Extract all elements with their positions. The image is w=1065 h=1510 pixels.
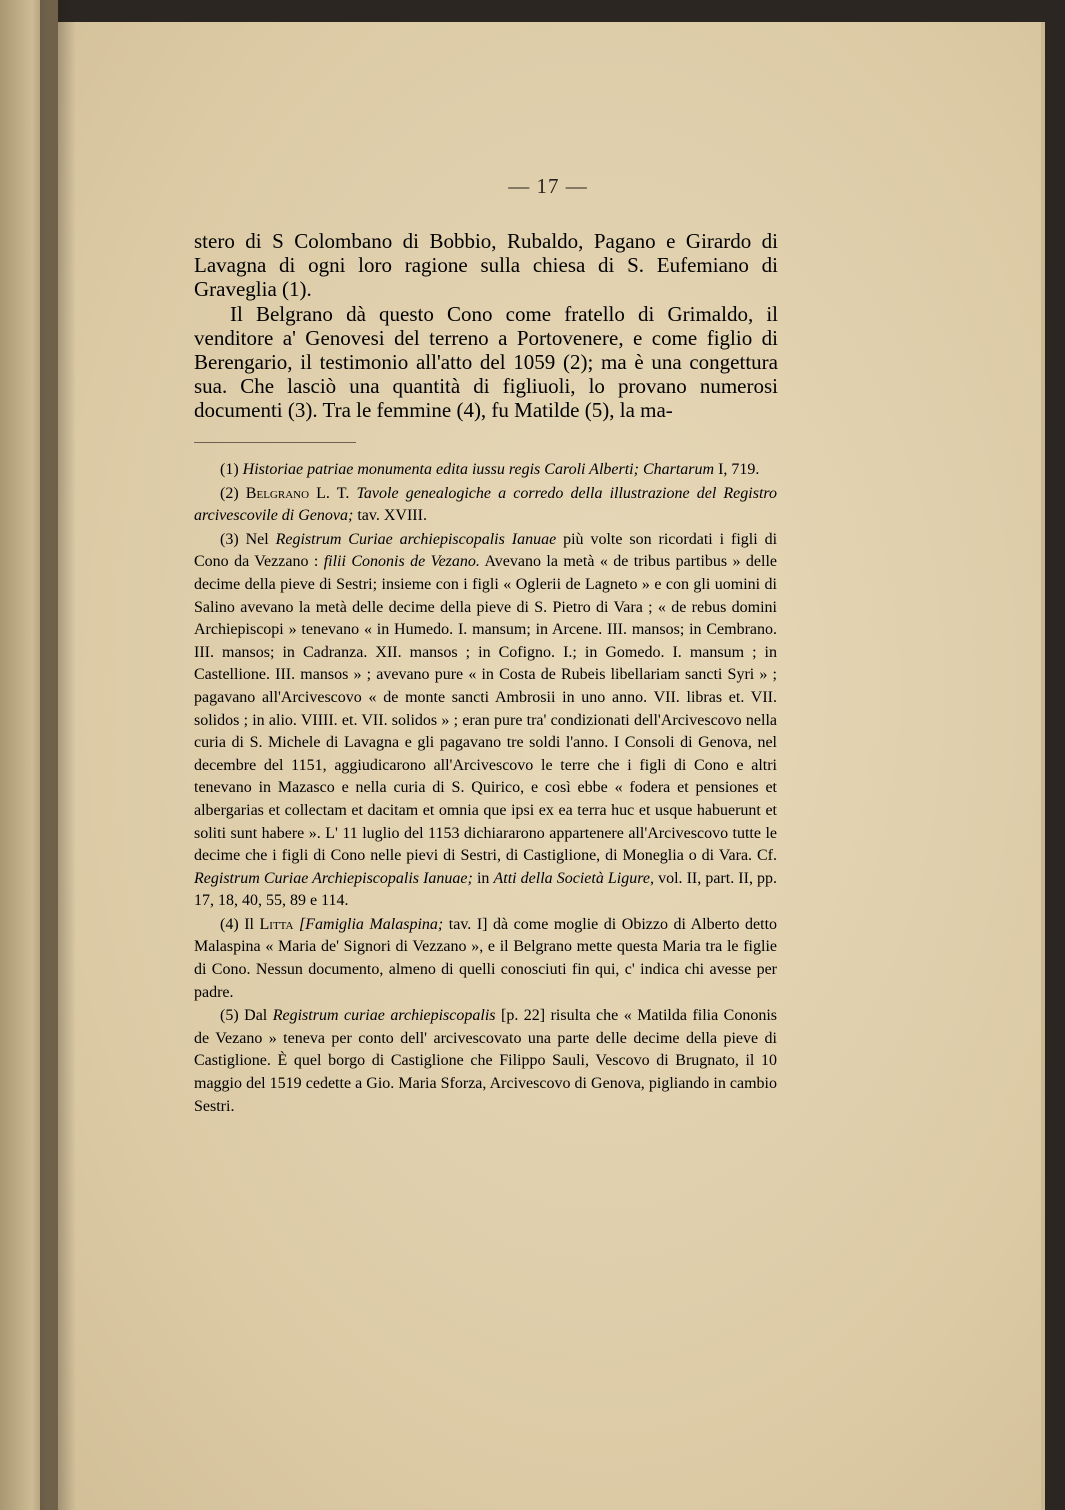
- footnotes: [194, 459, 777, 1119]
- footnote-5-text-a: Dal: [244, 1007, 268, 1025]
- footnote-1-number: (1): [220, 461, 239, 478]
- body-paragraph-1: stero di S Colombano di Bobbio, Rubaldo, Pagano e Girardo di Lavagna di ogni loro ragione sulla chiesa di S. Eufemiano di Graveglia (1).: [194, 229, 778, 302]
- footnote-5: [194, 1005, 777, 1118]
- footnote-3-atti: Atti della Società Ligure,: [493, 869, 654, 887]
- footnote-3-registrum: Registrum Curiae archiepiscopalis Ianuae: [275, 530, 557, 548]
- footnote-3-filii: filii Cononis de Vezano.: [323, 553, 480, 571]
- footnote-4: [194, 914, 777, 1004]
- footnote-3-text-i: vol. II, part. II, pp. 17, 18, 40, 55, 89 e 114.: [194, 869, 778, 910]
- footnote-4-author: Litta: [259, 915, 294, 933]
- footnote-4-number: (4): [220, 915, 239, 933]
- footnote-5-text-c: [p. 22] risulta che « Matilda filia Cononis de Vezano » teneva per conto dell' arcivescovato una parte delle decime della pieve di Castiglione. È quel borgo di Castiglione che Filippo Sauli, Vescovo di Brugnato, il 10 maggio del 1519 cedette a Gio. Maria Sforza, Arcivescovo di Genova, pigliando in cambio Sestri.: [194, 1007, 778, 1115]
- body-paragraph-2: Il Belgrano dà questo Cono come fratello di Grimaldo, il venditore a' Genovesi del terreno a Portovenere, e come figlio di Berengario, il testimonio all'atto del 1059 (2); ma è una congettura sua. Che lasciò una quantità di figliuoli, lo provano numerosi documenti (3). Tra le femmine (4), fu Matilde (5), la ma-: [194, 301, 778, 423]
- main-text: [194, 229, 778, 423]
- footnote-3-text-g: in: [476, 869, 490, 887]
- footnote-3-text-a: Nel: [245, 530, 269, 548]
- footnote-3: [194, 529, 777, 913]
- footnote-4-text-a: Il: [244, 915, 254, 933]
- footnote-4-text-c: tav. I] dà come moglie di Obizzo di Alberto detto Malaspina « Maria de' Signori di Vezzano », e il Belgrano mette questa Maria tra le figlie di Cono. Nessun documento, almeno di quelli conosciuti fin qui, c' indica chi avesse per padre.: [194, 915, 778, 1001]
- book-gutter-shadow: [40, 0, 76, 1510]
- footnote-1-rest: I, 719.: [718, 461, 760, 478]
- footnote-2-title: Tavole genealogiche a corredo della illustrazione del Registro arcivescovile di Genova;: [194, 484, 778, 525]
- footnote-5-title: Registrum curiae archiepiscopalis: [272, 1007, 496, 1025]
- page-fore-edge: [1041, 22, 1045, 1510]
- footnote-2-author: Belgrano L. T.: [245, 484, 350, 502]
- footnote-5-number: (5): [220, 1007, 239, 1025]
- footnote-1: [194, 459, 777, 482]
- footnote-1-title: Historiae patriae monumenta edita iussu regis Caroli Alberti; Chartarum: [242, 461, 715, 478]
- footnote-2: [194, 483, 777, 528]
- footnote-separator: [194, 442, 356, 443]
- footnote-2-rest: tav. XVIII.: [357, 507, 427, 525]
- footnote-4-title: [Famiglia Malaspina;: [299, 915, 444, 933]
- footnote-3-text-c: più volte son ricordati i figli di Cono da Vezzano :: [194, 530, 778, 571]
- footnote-3-text-e: Avevano la metà « de tribus partibus » delle decime della pieve di Sestri; insieme con i figli « Oglerii de Lagneto » e con gli uomini di Salino avevano la metà delle decime della pieve di S. Pietro di Vara ; « de rebus domini Archiepiscopi » tenevano « in Humedo. I. mansum; in Arcene. III. mansos; in Cembrano. III. mansos; in Cadranza. XII. mansos ; in Cofigno. I.; in Gomedo. I. mansum ; in Castellione. III. mansos » ; avevano pure « in Costa de Rubeis libellariam sancti Syri » ; pagavano all'Arcivescovo « de monte sancti Ambrosii in uno anno. VII. libras et. VII. solidos ; in alio. VIIII. et. VII. solidos » ; eran pure tra' condizionati dell'Arcivescovo nella curia di S. Michele di Lavagna e gli pagavano tre soldi l'anno. I Consoli di Genova, nel decembre del 1151, aggiudicarono all'Arcivescovo le terre che i figli di Cono e altri tenevano in Mazasco e nella curia di S. Quirico, e così ebbe « fodera et pensiones et albergarias et collectam et dacitam et omnia que ipsi ex ea terra huc et usque habuerunt et soliti sunt habere ». L' 11 luglio del 1153 dichiararono appartenere all'Arcivescovo tutte le decime che i figli di Cono nelle pievi di Sestri, di Castiglione, di Moneglia o di Vara. Cf.: [194, 553, 778, 865]
- page-number: — 17 —: [508, 174, 588, 198]
- footnote-3-registrum-ref: Registrum Curiae Archiepiscopalis Ianuae;: [194, 869, 473, 887]
- footnote-2-number: (2): [220, 484, 239, 502]
- footnote-3-number: (3): [220, 530, 239, 548]
